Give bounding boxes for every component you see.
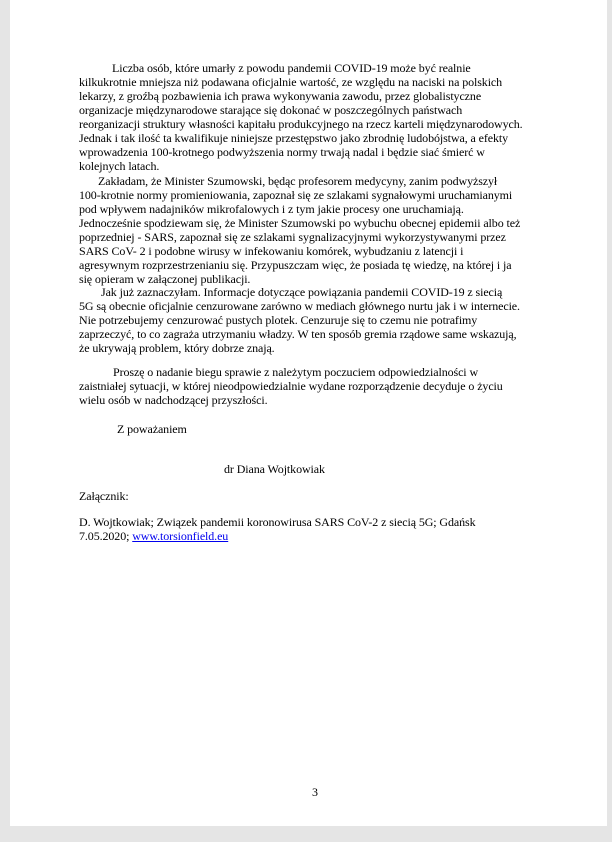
paragraph-line: Zakładam, że Minister Szumowski, będąc profesorem medycyny, zanim podwyższył: [98, 174, 498, 188]
paragraph-line: Nie potrzebujemy cenzurować pustych plotek. Cenzuruje się to czemu nie potrafimy: [79, 313, 478, 327]
paragraph-line: reorganizacji struktury własności kapitału produkcyjnego na rzecz karteli międzynarodowych.: [79, 117, 523, 131]
attachment-line-1: D. Wojtkowiak; Związek pandemii koronowirusa SARS CoV-2 z siecią 5G; Gdańsk: [79, 515, 476, 529]
paragraph-line: Jak już zaznaczyłam. Informacje dotyczące powiązania pandemii COVID-19 z siecią: [101, 285, 503, 299]
paragraph-line: lekarzy, z groźbą pozbawienia ich prawa wykonywania zawodu, przez globalistyczne: [79, 89, 482, 103]
paragraph-line: Proszę o nadanie biegu sprawie z należytym poczuciem odpowiedzialności w: [113, 365, 479, 379]
paragraph-line: kolejnych latach.: [79, 159, 160, 173]
paragraph-line: zaistniałej sytuacji, w której nieodpowiedzialnie wydane rozporządzenie decyduje o życiu: [79, 379, 503, 393]
paragraph-line: się opieram w załączonej publikacji.: [79, 272, 251, 286]
paragraph-line: agresywnym rozprzestrzenianiu się. Przypuszczam więc, że posiada tę wiedzę, na której i ja: [79, 258, 512, 272]
paragraph-line: 100-krotnie normy promieniowania, zapoznał się ze szlakami sygnałowymi uruchamianymi: [79, 188, 513, 202]
paragraph-line: zaprzeczyć, to co zagraża utrzymaniu władzy. W ten sposób gremia rządowe same wskazują,: [79, 327, 517, 341]
paragraph-line: pod wpływem nadajników mikrofalowych i z tym jakie procesy one uruchamiają.: [79, 202, 464, 216]
paragraph-line: Jednocześnie spodziewam się, że Minister Szumowski po wybuchu obecnej epidemii albo też: [79, 216, 521, 230]
paragraph-line: wielu osób w nadchodzącej przyszłości.: [79, 393, 268, 407]
attachment-date: 7.05.2020;: [79, 529, 133, 543]
paragraph-line: poprzedniej - SARS, zapoznał się ze szlakami sygnalizacyjnymi wykorzystywanymi przez: [79, 230, 506, 244]
paragraph-4: [79, 365, 551, 407]
signature: dr Diana Wojtkowiak: [224, 462, 325, 476]
attachment-reference: [79, 515, 551, 543]
paragraph-line: 5G są obecnie oficjalnie cenzurowane zarówno w mediach głównego nurtu jak i w internecie.: [79, 299, 520, 313]
closing-phrase: Z poważaniem: [117, 422, 187, 436]
paragraph-3: [79, 285, 551, 355]
paragraph-line: SARS CoV- 2 i podobne wirusy w infekowaniu komórek, wybudzaniu z latencji i: [79, 244, 464, 258]
attachment-line-2: [79, 529, 551, 543]
document-page: [10, 0, 607, 826]
paragraph-line: Liczba osób, które umarły z powodu pandemii COVID-19 może być realnie: [112, 61, 471, 75]
paragraph-line: organizacje międzynarodowe starające się dokonać w poszczególnych państwach: [79, 103, 463, 117]
paragraph-2: [79, 174, 551, 286]
page-number: 3: [312, 785, 318, 799]
attachment-label: Załącznik:: [79, 489, 129, 503]
paragraph-line: wprowadzenia 100-krotnego podwyższenia normy trwają nadal i będzie siać śmierć w: [79, 145, 485, 159]
attachment-link[interactable]: www.torsionfield.eu: [132, 529, 229, 543]
paragraph-line: Jednak i tak ilość ta kwalifikuje niniejsze przestępstwo jako zbrodnię ludobójstwa, a efekty: [79, 131, 509, 145]
paragraph-1: [79, 61, 551, 173]
paragraph-line: że ukrywają problem, który dobrze znają.: [79, 341, 275, 355]
paragraph-line: kilkukrotnie mniejsza niż podawana oficjalnie wartość, ze względu na naciski na polskich: [79, 75, 503, 89]
